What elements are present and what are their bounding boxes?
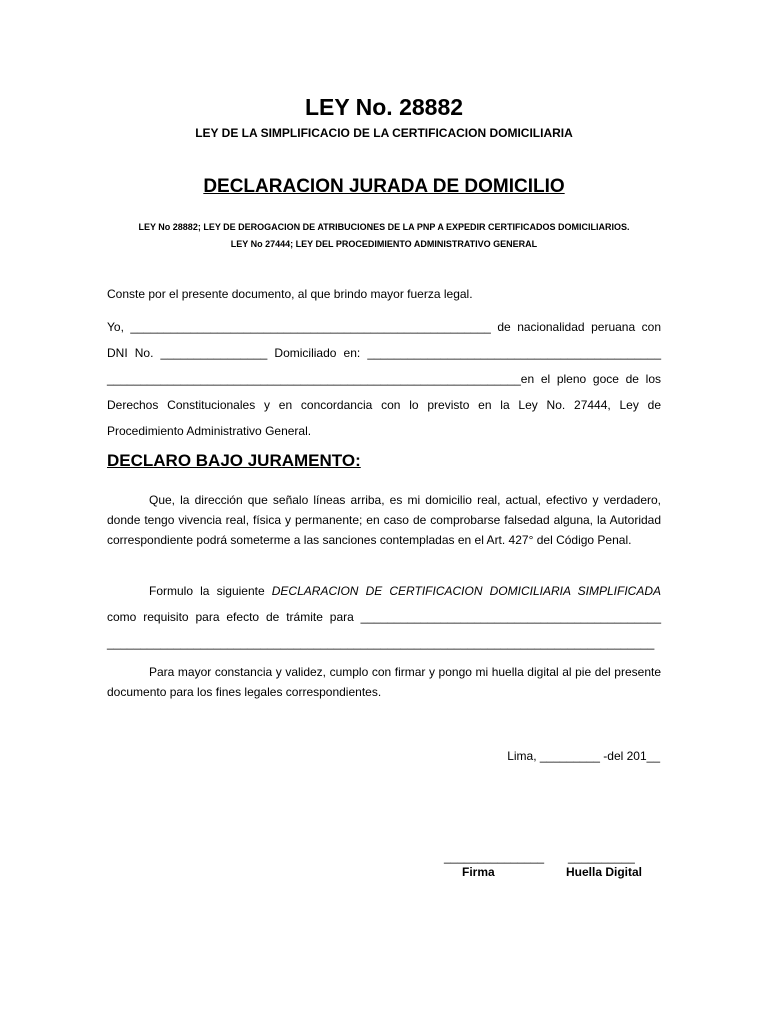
- intro-text: Conste por el presente documento, al que brindo mayor fuerza legal.: [107, 287, 473, 301]
- declarant-line-3: ______________________________________________________________en el pleno goce de los: [107, 372, 661, 386]
- reference-line-1: LEY No 28882; LEY DE DEROGACION DE ATRIBUCIONES DE LA PNP A EXPEDIR CERTIFICADOS DOMICILIARIOS.: [138, 222, 630, 232]
- paragraph-constancia: Para mayor constancia y validez, cumplo con firmar y pongo mi huella digital al pie del presente documento para los fines legales correspondientes.: [107, 665, 661, 699]
- declarant-line-5: Procedimiento Administrativo General.: [107, 424, 312, 438]
- declarant-line-4: Derechos Constitucionales y en concordancia con lo previsto en la Ley No. 27444, Ley de: [107, 398, 661, 412]
- document-title: DECLARACION JURADA DE DOMICILIO: [203, 176, 565, 197]
- formulo-emphasis: DECLARACION DE CERTIFICACION DOMICILIARIA SIMPLIFICADA: [271, 584, 661, 598]
- paragraph-domicile: Que, la dirección que señalo líneas arriba, es mi domicilio real, actual, efectivo y verdadero, donde tengo vivencia real, física y permanente; en caso de comprobarse falsedad alguna, la Autoridad correspondiente podrá someterme a las sanciones contempladas en el Art. 427° del Código Penal.: [107, 493, 661, 547]
- date-line: Lima, _________ -del 201__: [507, 749, 660, 763]
- declarant-line-1: Yo, ______________________________________________________ de nacionalidad peruana con: [107, 320, 661, 334]
- reference-line-2: LEY No 27444; LEY DEL PROCEDIMIENTO ADMINISTRATIVO GENERAL: [230, 239, 538, 249]
- firma-label: Firma: [462, 865, 495, 879]
- paragraph-formulo-line-1: [107, 584, 661, 598]
- law-title: LEY No. 28882: [304, 94, 464, 120]
- huella-signature-line: __________: [568, 850, 635, 864]
- firma-signature-line: _______________: [444, 850, 545, 864]
- section-heading: DECLARO BAJO JURAMENTO:: [107, 451, 361, 470]
- formulo-lead: Formulo la siguiente: [149, 584, 272, 598]
- huella-label: Huella Digital: [566, 865, 643, 879]
- declarant-line-2: DNI No. ________________ Domiciliado en: ____________________________________________: [107, 346, 661, 360]
- paragraph-formulo-line-2: como requisito para efecto de trámite para _____________________________________________: [107, 610, 661, 624]
- paragraph-formulo-line-3: __________________________________________________________________________________: [107, 636, 655, 650]
- law-subtitle: LEY DE LA SIMPLIFICACIO DE LA CERTIFICACION DOMICILIARIA: [195, 126, 573, 140]
